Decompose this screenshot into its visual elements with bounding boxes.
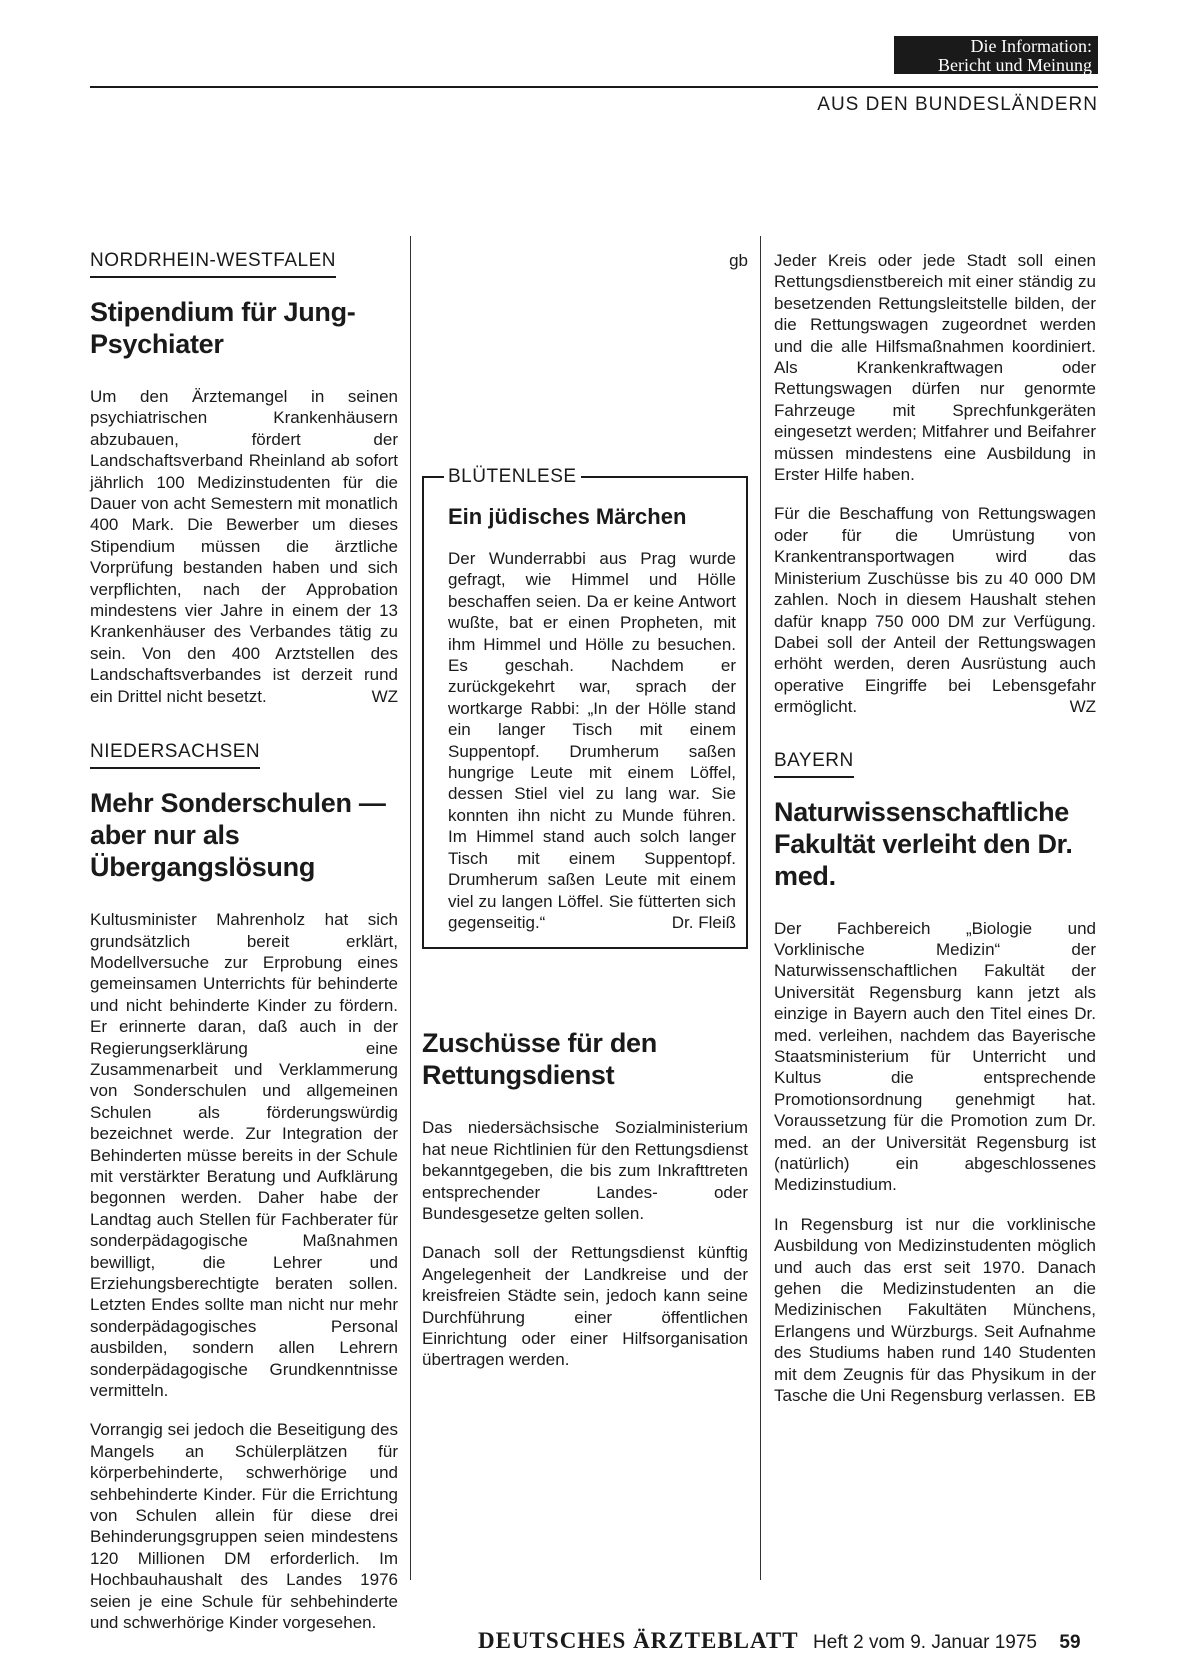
signature-bluetenlese: Dr. Fleiß — [671, 912, 736, 932]
header-rule — [90, 86, 1098, 88]
badge-line-1: Die Information: — [970, 36, 1092, 56]
signature-rettungsdienst: WZ — [1069, 697, 1096, 717]
article-body-bayern-1: Der Fachbereich „Biologie und Vorklinische Medizin“ der Naturwissenschaftlichen Fakultät der Universität Regensburg kann jetzt als einzige in Bayern auch den Titel eines Dr. med. verleihen, nachdem das Bayerische Staatsministerium für Unterricht und Kultus die entsprechende Promotionsordnung genehmigt hat. Voraussetzung für die Promotion zum Dr. med. an der Universität Regensburg ist (natürlich) ein abgeschlossenes Medizinstudium. — [774, 918, 1096, 1195]
column-divider-1 — [410, 236, 411, 1580]
kicker-niedersachsen: NIEDERSACHSEN — [90, 741, 260, 769]
article-body-bayern-2 — [774, 1214, 1096, 1407]
article-body-rettungsdienst-3: Jeder Kreis oder jede Stadt soll einen Rettungsdienstbereich mit einer ständig zu besetzenden Rettungsleitstelle bilden, der die Rettungswagen zugeordnet werden und die alle Hilfsmaßnahmen koordiniert. Als Krankenkraftwagen oder Rettungswagen dürfen nur genormte Fahrzeuge mit Sprechfunkgeräten eingesetzt werden; Mitfahrer und Beifahrer müssen mindestens eine Ausbildung in Erster Hilfe haben. — [774, 251, 1096, 485]
signature-niedersachsen: gb — [729, 251, 748, 270]
badge-line-2: Bericht und Meinung — [938, 55, 1092, 75]
article-body-nrw — [90, 386, 398, 707]
bluetenlese-box — [422, 466, 748, 949]
kicker-bluetenlese: BLÜTENLESE — [444, 466, 581, 488]
article-body-rettungsdienst-4 — [774, 503, 1096, 717]
magazine-name: DEUTSCHES ÄRZTEBLATT — [478, 1628, 799, 1653]
headline-nrw: Stipendium für Jung-Psychiater — [90, 297, 356, 359]
issue-info: Heft 2 vom 9. Januar 1975 — [813, 1632, 1037, 1653]
article-body-niedersachsen-1: Kultusminister Mahrenholz hat sich grundsätzlich bereit erklärt, Modellversuche zur Erprobung eines gemeinsamen Unterrichts für behinderte und nicht behinderte Kinder zu fördern. Er erinnerte daran, daß auch in der Regierungserklärung eine Zusammenarbeit und Verklammerung von Sonderschulen und allgemeinen Schulen als förderungswürdig bezeichnet werde. Zur Integration der Behinderten müsse bereits in der Schule mit verstärkter Beratung und Aufklärung begonnen werden. Daher habe der Landtag auch Stellen für Fachberater für sonderpädagogische Maßnahmen bewilligt, die Lehrer und Erziehungsberechtigte beraten sollen. Letzten Endes sollte man nicht nur mehr sonderpädagogisches Personal ausbilden, sondern allen Lehrern sonderpädagogische Grundkenntnisse vermitteln. — [90, 910, 398, 1401]
column-3 — [774, 250, 1096, 1424]
page-footer — [478, 1628, 1081, 1654]
headline-rettungsdienst: Zuschüsse für den Rettungsdienst — [422, 1028, 657, 1091]
column-1 — [90, 250, 398, 1633]
section-badge — [894, 36, 1098, 74]
column-2 — [422, 250, 748, 1389]
kicker-bayern: BAYERN — [774, 750, 854, 778]
signature-nrw: WZ — [371, 686, 398, 706]
body-text: In Regensburg ist nur die vorklinische Ausbildung von Medizinstudenten möglich und auch das erst seit 1970. Danach gehen die Medizinstudenten an die Medizinischen Fakultäten Münchens, Erlangens und Würzburgs. Seit Aufnahme des Studiums haben rund 140 Studenten mit dem Zeugnis für das Physikum in der Tasche die Uni Regensburg verlassen. — [774, 1214, 1096, 1406]
bluetenlese-title: Ein jüdisches Märchen — [448, 504, 687, 529]
kicker-nrw: NORDRHEIN-WESTFALEN — [90, 250, 336, 278]
article-body-niedersachsen-2: Vorrangig sei jedoch die Beseitigung des Mangels an Schülerplätzen für körperbehinderte, schwerhörige und sehbehinderte Kinder. Für die Errichtung von Schulen allein für diese drei Behinderungsgruppen seien mindestens 120 Millionen DM erforderlich. Im Hochbauhaushalt des Landes 1976 seien je eine Schule für sehbehinderte und schwerhörige Kinder vorgesehen. — [90, 1420, 398, 1633]
column-divider-2 — [760, 236, 761, 1580]
body-text: Für die Beschaffung von Rettungswagen oder für die Umrüstung von Krankentransportwagen wird das Ministerium Zuschüsse bis zu 40 000 DM zahlen. Noch in diesem Haushalt stehen dafür knapp 750 000 DM zur Verfügung. Dabei soll der Anteil der Rettungswagen erhöht werden, deren Ausrüstung auch operative Eingriffe bei Lebensgefahr ermöglicht. — [774, 504, 1096, 717]
section-title: AUS DEN BUNDESLÄNDERN — [817, 94, 1098, 115]
headline-bayern: Naturwissenschaftliche Fakultät verleiht den Dr. med. — [774, 796, 1073, 891]
headline-niedersachsen: Mehr Sonderschulen — aber nur als Übergangslösung — [90, 788, 386, 883]
article-body-rettungsdienst-1: Das niedersächsische Sozialministerium hat neue Richtlinien für den Rettungsdienst bekanntgegeben, die bis zum Inkrafttreten entsprechender Landes- oder Bundesgesetze gelten sollen. — [422, 1118, 748, 1223]
bluetenlese-body — [448, 548, 736, 933]
body-text: Um den Ärztemangel in seinen psychiatrischen Krankenhäusern abzubauen, fördert der Landschaftsverband Rheinland ab sofort jährlich 100 Medizinstudenten für die Dauer von acht Semestern mit monatlich 400 Mark. Die Bewerber um dieses Stipendium müssen die ärztliche Vorprüfung bestanden haben und sich verpflichten, nach der Approbation mindestens vier Jahre in einem der 13 Krankenhäuser des Verbandes tätig zu sein. Von den 400 Arztstellen des Landschaftsverbandes ist derzeit rund ein Drittel nicht besetzt. — [90, 387, 398, 706]
body-text: Der Wunderrabbi aus Prag wurde gefragt, wie Himmel und Hölle beschaffen seien. Da er keine Antwort wußte, bat er einen Propheten, mit ihm Himmel und Hölle zu besuchen. Es geschah. Nachdem er zurückgekehrt war, sprach der wortkarge Rabbi: „In der Hölle stand ein langer Tisch mit einem Suppentopf. Drumherum saßen hungrige Leute mit einem Löffel, dessen Stiel viel zu lang war. Sie konnten ihn nicht zu Munde führen. Im Himmel stand auch solch langer Tisch mit einem Suppentopf. Drumherum saßen Leute mit einem viel zu langen Löffel. Sie fütterten sich gegenseitig.“ — [448, 549, 736, 932]
article-body-rettungsdienst-2: Danach soll der Rettungsdienst künftig Angelegenheit der Landkreise und der kreisfreien Städte sein, jedoch kann seine Durchführung einer öffentlichen Einrichtung oder einer Hilfsorganisation übertragen werden. — [422, 1243, 748, 1370]
signature-bayern: EB — [1073, 1386, 1096, 1406]
page-number: 59 — [1059, 1632, 1081, 1653]
